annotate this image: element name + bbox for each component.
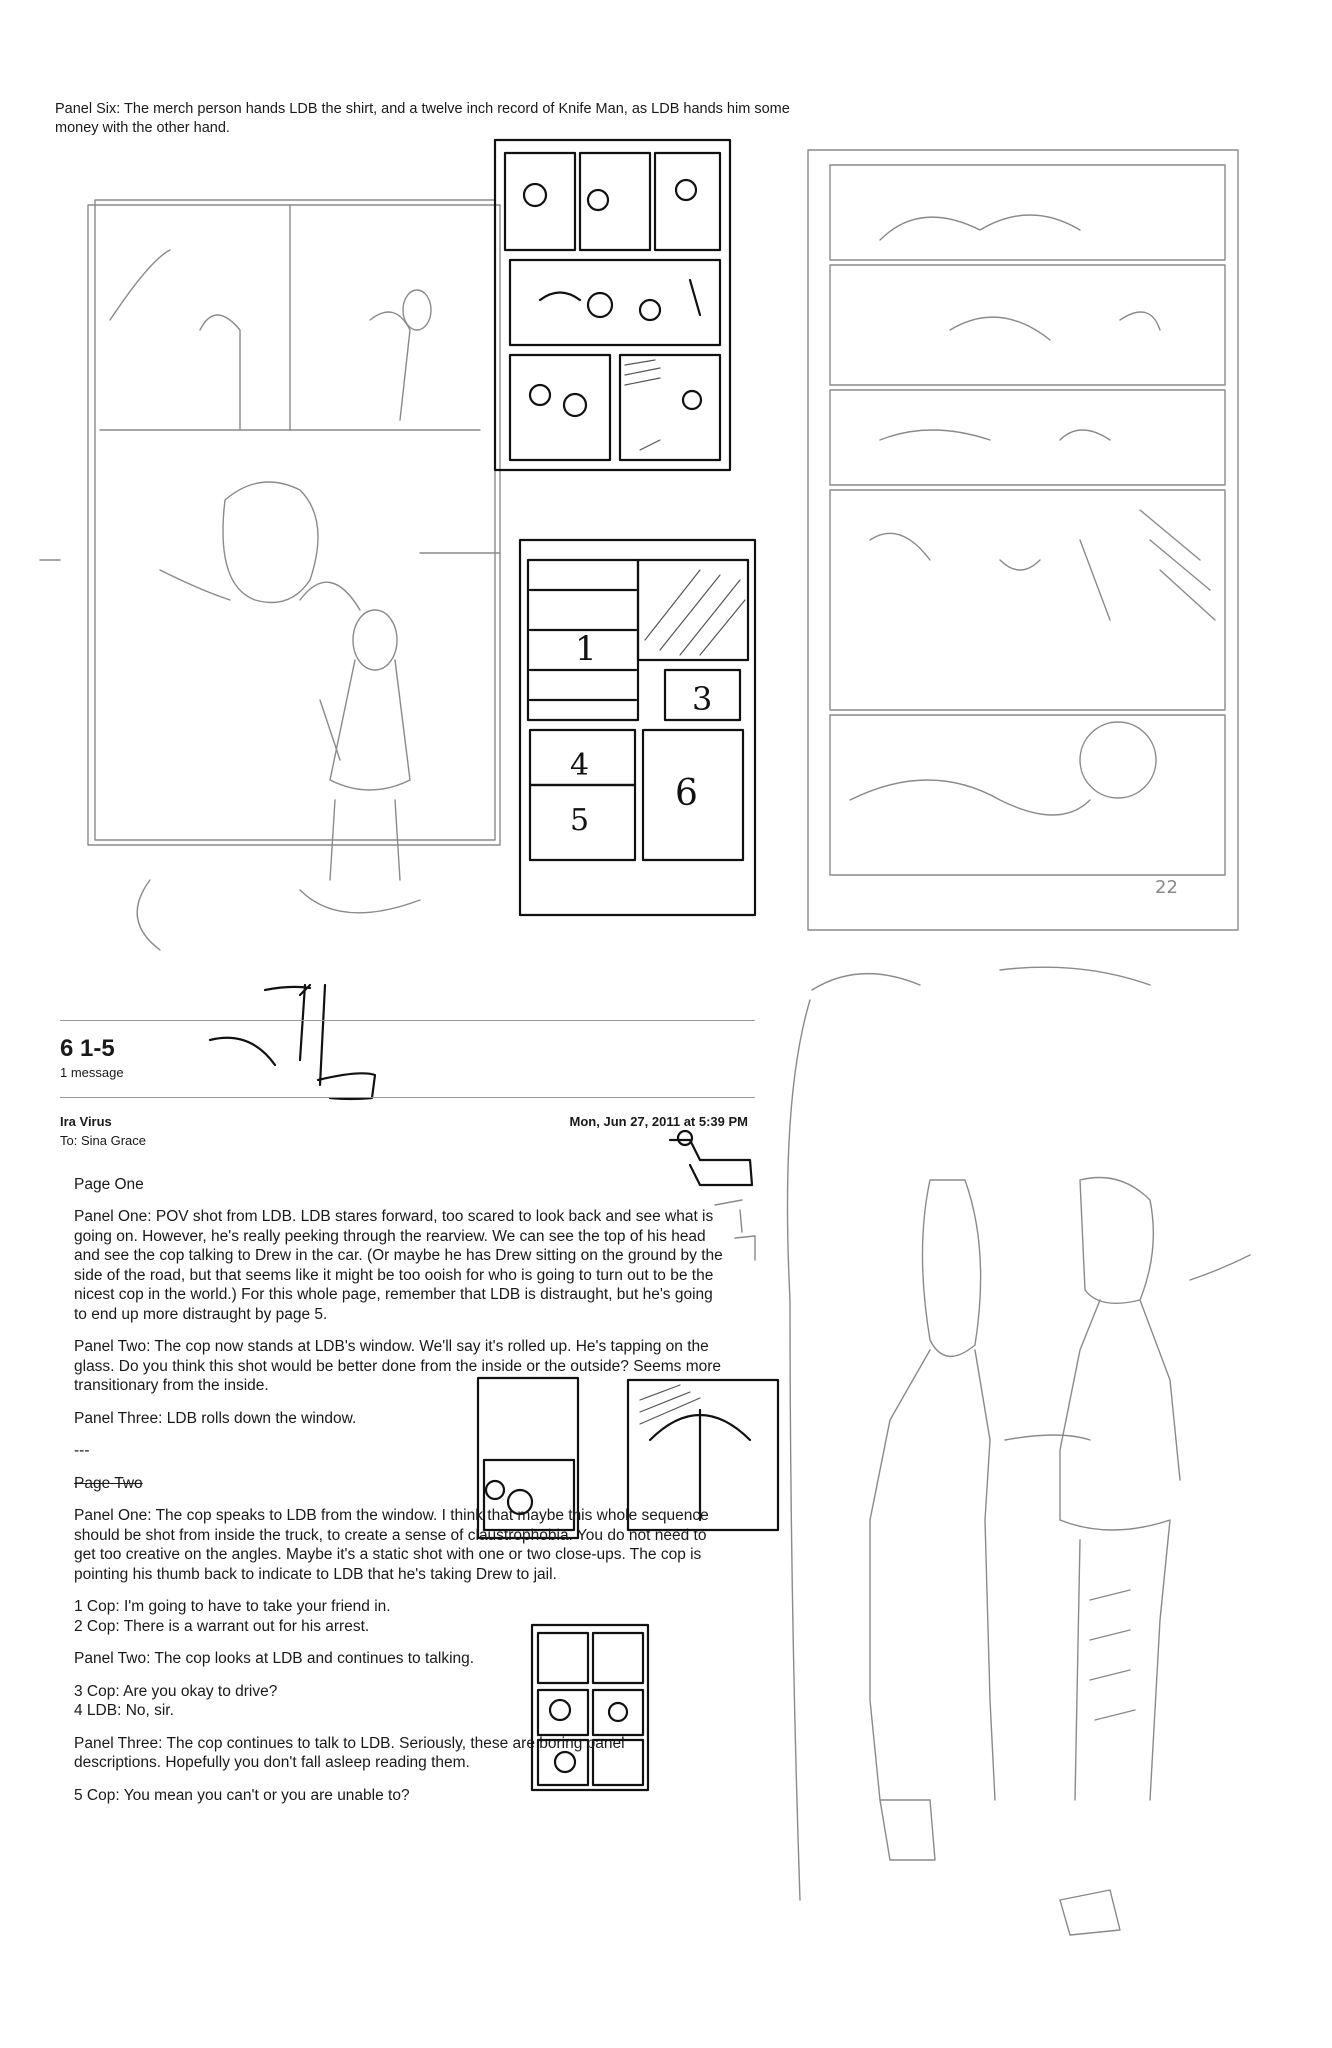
- sketch-bottom-right: [788, 967, 1251, 1935]
- email-para-page1-panel1: Panel One: POV shot from LDB. LDB stares forward, too scared to look back and see what is going on. However, he's really peeking through the rearview. We can see the top of his head and see the cop talking to Drew in the car. (Or maybe he has Drew sitting on the ground by the side of the road, but that seems like it might be too ooish for who is going to turn out to be the nicest cop in the world.) For this whole page, remember that LDB is distraught, but he's going to end up more distraught by page 5.: [74, 1208, 723, 1323]
- email-para-page2-panel3: Panel Three: The cop continues to talk to LDB. Seriously, these are boring panel descriptions. Hopefully you don't fall asleep reading them.: [74, 1734, 625, 1771]
- sketch-top-left: [40, 200, 500, 950]
- sketch-top-right: [808, 150, 1238, 930]
- email-para-dialogue-5: 5 Cop: You mean you can't or you are unable to?: [74, 1786, 410, 1804]
- thumbnail-layout-2: [520, 540, 755, 915]
- panel-six-caption: Panel Six: The merch person hands LDB the shirt, and a twelve inch record of Knife Man, as LDB hands him some money with the other hand.: [55, 101, 790, 136]
- email-para-dialogue-3-4: 3 Cop: Are you okay to drive? 4 LDB: No, sir.: [74, 1682, 278, 1719]
- email-top-rule: [60, 1020, 755, 1021]
- email-para-page-one: Page One: [74, 1175, 144, 1193]
- thumb-number-5: 5: [570, 803, 590, 838]
- page-number: 22: [1155, 877, 1178, 898]
- email-para-page1-panel3: Panel Three: LDB rolls down the window.: [74, 1409, 357, 1427]
- email-mid-rule: [60, 1097, 755, 1098]
- email-sender: Ira Virus: [60, 1113, 112, 1129]
- email-date: Mon, Jun 27, 2011 at 5:39 PM: [569, 1113, 748, 1129]
- email-subject: 6 1-5: [60, 1035, 115, 1062]
- thumb-number-4: 4: [570, 748, 590, 783]
- email-para-dialogue-1-2: 1 Cop: I'm going to have to take your friend in. 2 Cop: There is a warrant out for his arrest.: [74, 1598, 391, 1635]
- email-para-page2-panel2: Panel Two: The cop looks at LDB and continues to talking.: [74, 1650, 475, 1667]
- email-printout: [60, 1020, 760, 1818]
- email-para-separator: ---: [74, 1442, 90, 1459]
- thumb-number-3: 3: [692, 680, 713, 718]
- thumb-number-6: 6: [675, 773, 698, 814]
- email-para-page2-panel1: Panel One: The cop speaks to LDB from the window. I think that maybe this whole sequence should be shot from inside the truck, to create a sense of claustrophobia. You do not need to get too creative on the angles. Maybe it's a static shot with one or two close-ups. The cop is pointing his thumb back to indicate to LDB that he's taking Drew to jail.: [74, 1507, 709, 1583]
- thumb-number-1: 1: [575, 629, 597, 669]
- thumbnail-layout-1: [495, 140, 730, 470]
- thumbnail-hatching: [625, 360, 660, 450]
- email-message-count: 1 message: [60, 1065, 124, 1080]
- email-body: [60, 1175, 760, 1806]
- email-para-page1-panel2: Panel Two: The cop now stands at LDB's window. We'll say it's rolled up. He's tapping on the glass. Do you think this shot would be better done from the inside or the outside? Seems more transitionary from the inside.: [74, 1338, 722, 1394]
- thumbnail-2-hatching: [645, 570, 745, 655]
- email-recipient: To: Sina Grace: [60, 1133, 146, 1148]
- email-para-page-two: Page Two: [74, 1474, 143, 1492]
